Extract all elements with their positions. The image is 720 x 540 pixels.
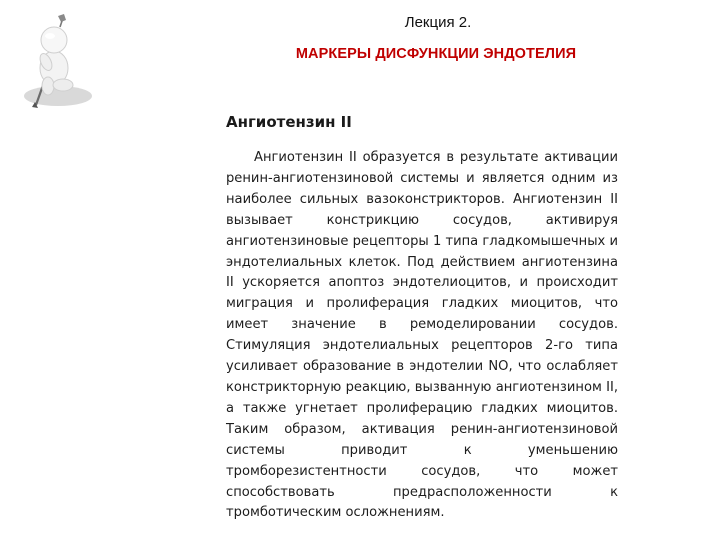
- lecture-number: Лекция 2.: [404, 14, 472, 31]
- excerpt-body: Ангиотензин II образуется в результате активации ренин-ангиотензиновой системы и является одним из наиболее сильных вазоконстрикторов. Ангиотензин II вызывает констрикцию сосудов, активируя ангиотензиновые рецепторы 1 типа гладкомышечных и эндотелиальных клеток. Под действием ангиотензина II ускоряется апоптоз эндотелиоцитов, и происходит миграция и пролиферация гладких миоцитов, что имеет значение в ремоделировании сосудов. Стимуляция эндотелиальных рецепторов 2-го типа усиливает образование в эндотелии NO, что ослабляет констрикторную реакцию, вызванную ангиотензином II, а также угнетает пролиферацию гладких миоцитов. Таким образом, активация ренин-ангиотензиновой системы приводит к уменьшению тромборезистентности сосудов, что может способствовать предрасположенности к тромботическим осложнениям.: [226, 150, 618, 521]
- text-excerpt: [226, 112, 618, 524]
- figure-leg-left: [42, 77, 54, 95]
- figure-leg-right: [53, 79, 73, 91]
- head-highlight: [45, 33, 55, 39]
- excerpt-heading: Ангиотензин II: [226, 113, 352, 131]
- slide-title: МАРКЕРЫ ДИСФУНКЦИИ ЭНДОТЕЛИЯ: [295, 46, 577, 62]
